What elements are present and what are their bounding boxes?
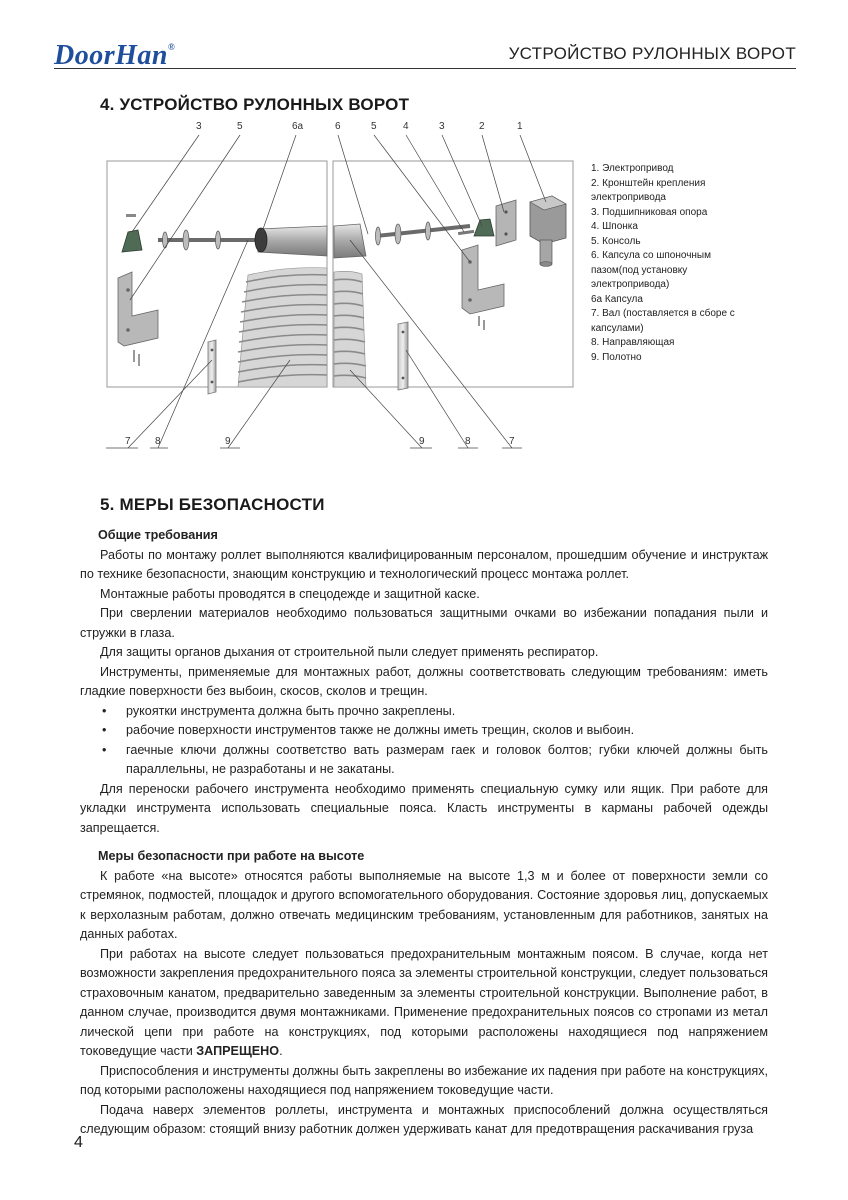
list-item: • гаечные ключи должны соответство вать размерам гаек и головок болтов; губки ключей должны быть параллельны, не разработаны и не закатаны. [102,742,768,776]
shaft-tube-right [334,224,366,258]
legend-item: 5. Консоль [591,235,641,247]
general-requirements-heading: Общие требования [98,528,218,542]
callout-bottom-6: 7 [509,436,515,447]
paragraph: Приспособления и инструменты должны быть закреплены во избежание их падения при работе на конструкциях, под которыми расположены находящиеся под напряжением токоведущие части. [80,1063,768,1097]
paragraph: Для переноски рабочего инструмента необходимо применять специальную сумку или ящик. При работе для укладки инструмента использовать специальные пояса. Класть инструменты в карманы рабочей одежды запрещается. [80,781,768,835]
drive-bracket [496,200,516,246]
callout-top-3: 6а [292,121,304,132]
bullet: • [102,703,107,718]
diagram-panel-right [333,161,573,387]
callout-top-7: 3 [439,121,445,132]
paragraph: Инструменты, применяемые для монтажных работ, должны соответствовать следующим требованиям: иметь гладкие поверхности без выбоин, скосов, сколов и трещин. [80,664,768,698]
callout-top-1: 3 [196,121,202,132]
paragraph: При сверлении материалов необходимо пользоваться защитными очками во избежании попадания пыли и стружки в глаза. [80,606,768,640]
section-5-title: 5. МЕРЫ БЕЗОПАСНОСТИ [100,495,325,514]
legend-item: 3. Подшипниковая опора [591,206,708,218]
callout-top-5: 5 [371,121,377,132]
height-work-heading: Меры безопасности при работе на высоте [98,849,365,863]
legend-item: 6а Капсула [591,293,643,305]
page-number: 4 [74,1134,83,1151]
doorhan-logo: DoorHan® [54,40,176,71]
bearing-support-label-left [126,214,136,217]
curtain-right [334,271,366,387]
callout-bottom-1: 7 [125,436,131,447]
safety-text [80,520,768,1140]
running-title: УСТРОЙСТВО РУЛОННЫХ ВОРОТ [508,44,796,63]
legend-item: 1. Электропривод [591,163,674,174]
diagram-legend [591,162,751,365]
section-4-title: 4. УСТРОЙСТВО РУЛОННЫХ ВОРОТ [100,95,410,114]
paragraph: Подача наверх элементов роллеты, инструмента и монтажных приспособлений должна осуществляться следующим образом: стоящий внизу работник должен удерживать канат для предотвращения раскачивания груза [80,1102,768,1136]
paragraph: Работы по монтажу роллет выполняются квалифицированным персоналом, прошедшим обучение и инструктаж по технике безопасности, знающим конструкцию и технологический процесс монтажа роллет. [80,547,768,581]
list-item: • рабочие поверхности инструментов также не должны иметь трещин, сколов и выбоин. [80,721,768,741]
callout-bottom-4: 9 [419,436,425,447]
legend-item: 7. Вал (поставляется в сборе с капсулами) [591,308,735,334]
callout-top-6: 4 [403,121,409,132]
legend-item: 8. Направляющая [591,337,675,348]
callout-top-4: 6 [335,121,341,132]
callout-bottom-2: 8 [155,436,161,447]
callout-top-2: 5 [237,121,243,132]
legend-item: 2. Кронштейн крепления электропривода [591,177,706,203]
legend-item: 6. Капсула со шпоночным пазом(под установку электропривода) [591,250,711,290]
callout-bottom-5: 8 [465,436,471,447]
bullet: • [102,723,107,737]
guide-rail-left [208,340,216,394]
curtain-left [238,268,327,387]
paragraph: Для защиты органов дыхания от строительной пыли следует применять респиратор. [100,645,599,659]
callout-bottom-3: 9 [225,436,231,447]
list-item: • рукоятки инструмента должна быть прочно закреплены. [80,702,768,722]
forbidden-emphasis: ЗАПРЕЩЕНО [196,1044,280,1058]
callout-top-8: 2 [479,121,485,132]
paragraph: К работе «на высоте» относятся работы выполняемые на высоте 1,3 м и более от поверхности земли со стремянок, подмостей, площадок и другого вспомогательного оборудования. Состояние здоровья лиц, допускаемых к верхолазным работам, должно отвечать медицинским требованиям, установленным для работников, занятых на данных работах. [80,868,768,941]
paragraph: Монтажные работы проводятся в спецодежде и защитной каске. [100,586,480,601]
paragraph: При работах на высоте следует пользоваться предохранительным монтажным поясом. В случае, когда нет возможности закрепления предохранительного пояса за элементы строительной конструкции, следует пользоваться страховочным канатом, предварительно заведенным за элементы строительной конструкции. Выполнение работ, в данном случае, производится двумя монтажниками. Применение предохранительных поясов со стропами из метал лической цепи при работе на конструкциях, под которыми расположены находящиеся под напряжением токоведущие части ЗАПРЕЩЕНО. [80,946,768,1058]
shaft-tube-left [258,226,327,256]
legend-item: 4. Шпонка [591,221,638,232]
callout-top-9: 1 [517,121,523,132]
tool-requirements-list [80,702,768,780]
legend-item: 9. Полотно [591,351,642,363]
bullet: • [102,742,107,757]
